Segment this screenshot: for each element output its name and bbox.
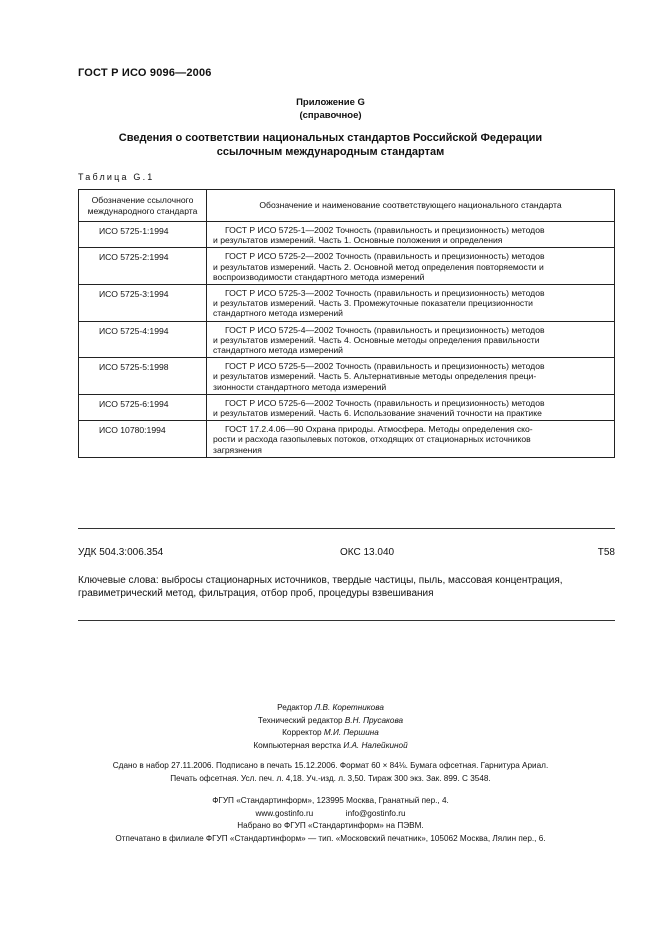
national-standard-cell <box>207 248 615 285</box>
publisher-line3: Набрано во ФГУП «Стандартинформ» на ПЭВМ. <box>237 821 424 830</box>
document-header: ГОСТ Р ИСО 9096—2006 <box>78 67 212 79</box>
national-standard-line: и результатов измерений. Часть 4. Основные методы определения правильности <box>213 334 540 345</box>
national-standard-line: рости и расхода газопылевых потоков, отходящих от стационарных источников <box>213 434 531 445</box>
credit-name: В.Н. Прусакова <box>344 715 404 725</box>
annex-note: (справочное) <box>299 110 362 121</box>
keywords-line2: гравиметрический метод, фильтрация, отбор проб, процедуры взвешивания <box>78 588 434 599</box>
col-header-reference-line2: международного стандарта <box>87 205 198 216</box>
divider-top <box>78 528 615 529</box>
reference-standard-cell: ИСО 5725-2:1994 <box>79 248 207 285</box>
udc-code: УДК 504.3:006.354 <box>78 547 164 558</box>
print-info <box>0 760 661 785</box>
national-standard-line: и результатов измерений. Часть 1. Основные положения и определения <box>213 235 503 246</box>
table-row <box>79 321 615 358</box>
table-row <box>79 421 615 458</box>
reference-standard-cell: ИСО 5725-5:1998 <box>79 358 207 395</box>
annex-heading <box>0 96 661 122</box>
credits-block <box>0 702 661 752</box>
national-standard-line: и результатов измерений. Часть 6. Использование значений точности на практике <box>213 408 542 419</box>
credit-role: Компьютерная верстка <box>253 740 342 750</box>
credit-line <box>0 727 661 740</box>
section-title <box>0 131 661 159</box>
credit-role: Технический редактор <box>257 715 343 725</box>
national-standard-line: и результатов измерений. Часть 5. Альтернативные методы определения преци- <box>213 371 537 382</box>
print-info-line2: Печать офсетная. Усл. печ. л. 4,18. Уч.-изд. л. 3,50. Тираж 300 экз. Зак. 899. С 3548. <box>170 773 491 783</box>
national-standard-line: стандартного метода измерений <box>213 345 343 356</box>
table-row <box>79 285 615 322</box>
col-header-reference <box>79 190 207 222</box>
national-standard-cell <box>207 358 615 395</box>
table-caption: Таблица G.1 <box>78 172 155 182</box>
keywords-line1: Ключевые слова: выбросы стационарных источников, твердые частицы, пыль, массовая концентрация, <box>78 575 563 586</box>
reference-standard-cell: ИСО 5725-3:1994 <box>79 285 207 322</box>
national-standard-line: ГОСТ Р ИСО 5725-4—2002 Точность (правильность и прецизионность) методов <box>225 324 545 335</box>
national-standard-line: стандартного метода измерений <box>213 308 343 319</box>
national-standard-line: зионности стандартного метода измерений <box>213 381 387 392</box>
publisher-line1: ФГУП «Стандартинформ», 123995 Москва, Гранатный пер., 4. <box>212 796 449 805</box>
section-title-line1: Сведения о соответствии национальных стандартов Российской Федерации <box>118 132 543 144</box>
national-standard-line: ГОСТ Р ИСО 5725-5—2002 Точность (правильность и прецизионность) методов <box>225 361 545 372</box>
publisher-info <box>0 795 661 845</box>
category-code: T58 <box>597 547 615 558</box>
annex-title: Приложение G <box>296 97 365 108</box>
national-standard-cell <box>207 394 615 420</box>
national-standard-line: и результатов измерений. Часть 2. Основной метод определения повторяемости и <box>213 261 544 272</box>
national-standard-line: ГОСТ Р ИСО 5725-6—2002 Точность (правильность и прецизионность) методов <box>225 397 545 408</box>
oks-code: ОКС 13.040 <box>340 547 395 558</box>
national-standard-line: загрязнения <box>213 444 262 455</box>
credit-name: М.И. Першина <box>323 728 379 737</box>
national-standard-cell <box>207 321 615 358</box>
table-header-row <box>79 190 615 222</box>
reference-standard-cell: ИСО 10780:1994 <box>79 421 207 458</box>
national-standard-cell <box>207 285 615 322</box>
reference-standard-cell: ИСО 5725-4:1994 <box>79 321 207 358</box>
publisher-site: www.gostinfo.ru <box>255 808 314 818</box>
national-standard-line: ГОСТ 17.2.4.06—90 Охрана природы. Атмосфера. Методы определения ско- <box>225 424 533 435</box>
section-title-line2: ссылочным международным стандартам <box>216 146 445 158</box>
credit-line <box>0 740 661 753</box>
national-standard-line: ГОСТ Р ИСО 5725-2—2002 Точность (правильность и прецизионность) методов <box>225 251 545 262</box>
publisher-contacts <box>0 808 661 821</box>
credit-line <box>0 715 661 728</box>
col-header-reference-line1: Обозначение ссылочного <box>91 195 194 206</box>
table-row <box>79 358 615 395</box>
col-header-national: Обозначение и наименование соответствующего национального стандарта <box>207 190 615 222</box>
credit-role: Редактор <box>277 703 313 712</box>
table-row <box>79 394 615 420</box>
publisher-line4: Отпечатано в филиале ФГУП «Стандартинформ» — тип. «Московский печатник», 105062 Москва, Лялин пер., 6. <box>115 833 546 843</box>
national-standard-line: ГОСТ Р ИСО 5725-3—2002 Точность (правильность и прецизионность) методов <box>225 288 545 299</box>
credit-name: Л.В. Коретникова <box>314 703 384 712</box>
table-row <box>79 222 615 248</box>
national-standard-cell <box>207 222 615 248</box>
credit-name: И.А. Налейкиной <box>343 740 408 750</box>
credit-line <box>0 702 661 715</box>
national-standard-line: и результатов измерений. Часть 3. Промежуточные показатели прецизионности <box>213 298 533 309</box>
print-info-line1: Сдано в набор 27.11.2006. Подписано в печать 15.12.2006. Формат 60 × 84⅛. Бумага офсетная. Гарнитура Ариал. <box>112 761 549 770</box>
credit-role: Корректор <box>282 728 322 737</box>
keywords <box>78 574 618 600</box>
publisher-email: info@gostinfo.ru <box>345 808 406 818</box>
national-standard-line: воспроизводимости стандартного метода измерений <box>213 271 425 282</box>
reference-standard-cell: ИСО 5725-6:1994 <box>79 394 207 420</box>
national-standard-cell <box>207 421 615 458</box>
correspondence-table <box>78 189 615 458</box>
divider-bottom <box>78 620 615 621</box>
reference-standard-cell: ИСО 5725-1:1994 <box>79 222 207 248</box>
national-standard-line: ГОСТ Р ИСО 5725-1—2002 Точность (правильность и прецизионность) методов <box>225 225 545 235</box>
table-row <box>79 248 615 285</box>
